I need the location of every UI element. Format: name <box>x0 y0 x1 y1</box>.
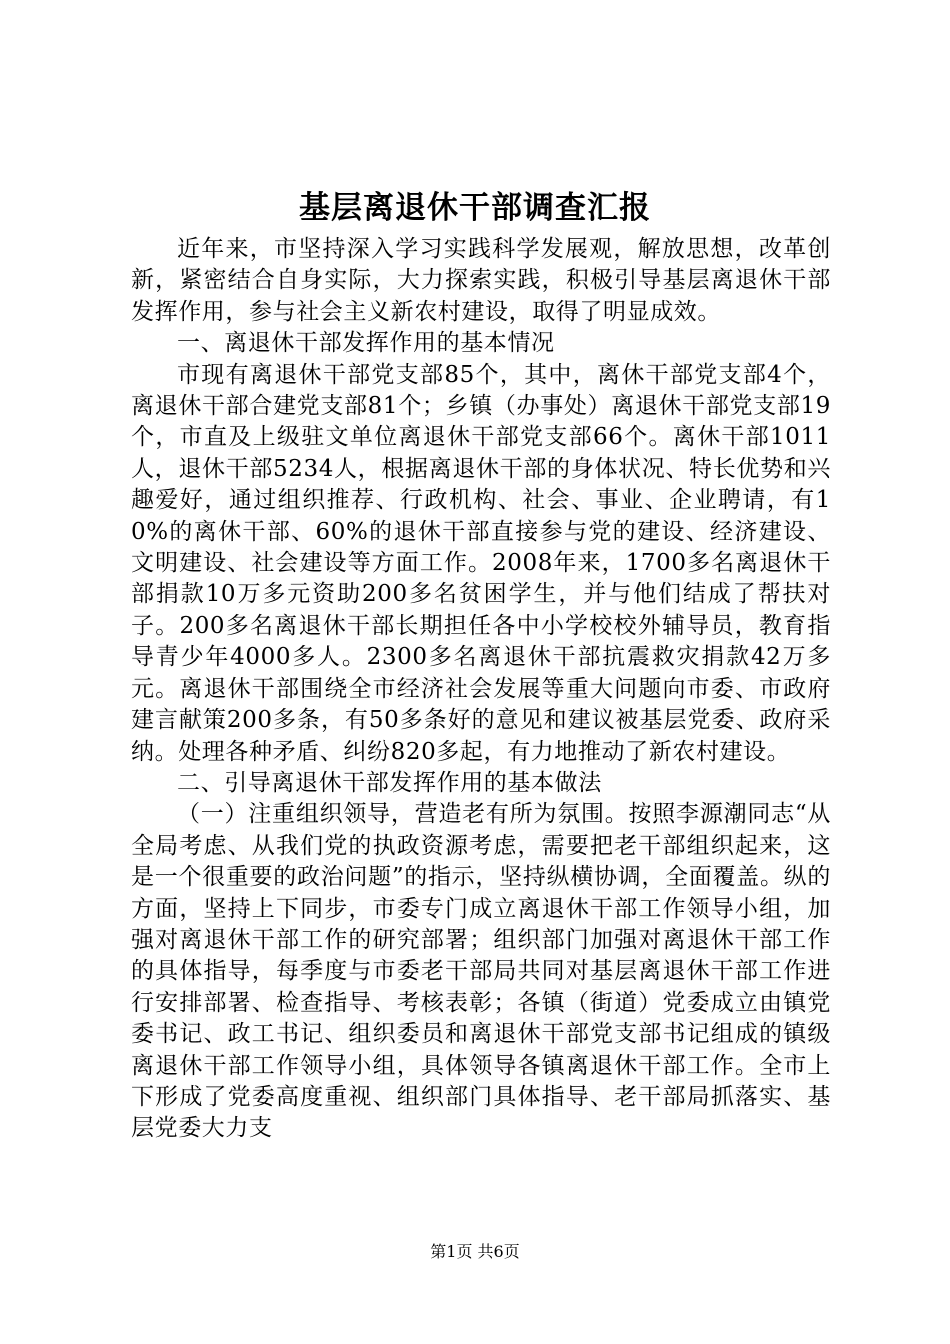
section-heading-2: 二、引导离退休干部发挥作用的基本做法 <box>177 769 602 796</box>
section-heading-1: 一、离退休干部发挥作用的基本情况 <box>177 330 555 357</box>
page-number-footer: 第1页 共6页 <box>430 1242 520 1261</box>
document-body <box>131 234 831 1145</box>
document-title: 基层离退休干部调查汇报 <box>299 190 651 226</box>
practice-paragraph: （一）注重组织领导，营造老有所为氛围。按照李源潮同志“从全局考虑、从我们党的执政资源考虑，需要把老干部组织起来，这是一个很重要的政治问题”的指示，坚持纵横协调，全面覆盖。纵的方面，坚持上下同步，市委专门成立离退休干部工作领导小组，加强对离退休干部工作的研究部署；组织部门加强对离退休干部工作的具体指导，每季度与市委老干部局共同对基层离退休干部工作进行安排部署、检查指导、考核表彰；各镇（街道）党委成立由镇党委书记、政工书记、组织委员和离退休干部党支部书记组成的镇级离退休干部工作领导小组，具体领导各镇离退休干部工作。全市上下形成了党委高度重视、组织部门具体指导、老干部局抓落实、基层党委大力支 <box>131 801 831 1142</box>
statistics-paragraph: 市现有离退休干部党支部85个，其中，离休干部党支部4个，离退休干部合建党支部81个；乡镇（办事处）离退休干部党支部19个，市直及上级驻文单位离退休干部党支部66个。离休干部1011人，退休干部5234人，根据离退休干部的身体状况、特长优势和兴趣爱好，通过组织推荐、行政机构、社会、事业、企业聘请，有10%的离休干部、60%的退休干部直接参与党的建设、经济建设、文明建设、社会建设等方面工作。2008年来，1700多名离退休干部捐款10万多元资助200多名贫困学生，并与他们结成了帮扶对子。200多名离退休干部长期担任各中小学校校外辅导员，教育指导青少年4000多人。2300多名离退休干部抗震救灾捐款42万多元。离退休干部围绕全市经济社会发展等重大问题向市委、市政府建言献策200多条，有50多条好的意见和建议被基层党委、政府采纳。处理各种矛盾、纠纷820多起，有力地推动了新农村建设。 <box>131 361 831 765</box>
intro-paragraph: 近年来，市坚持深入学习实践科学发展观，解放思想，改革创新，紧密结合自身实际，大力探索实践，积极引导基层离退休干部发挥作用，参与社会主义新农村建设，取得了明显成效。 <box>131 236 831 325</box>
